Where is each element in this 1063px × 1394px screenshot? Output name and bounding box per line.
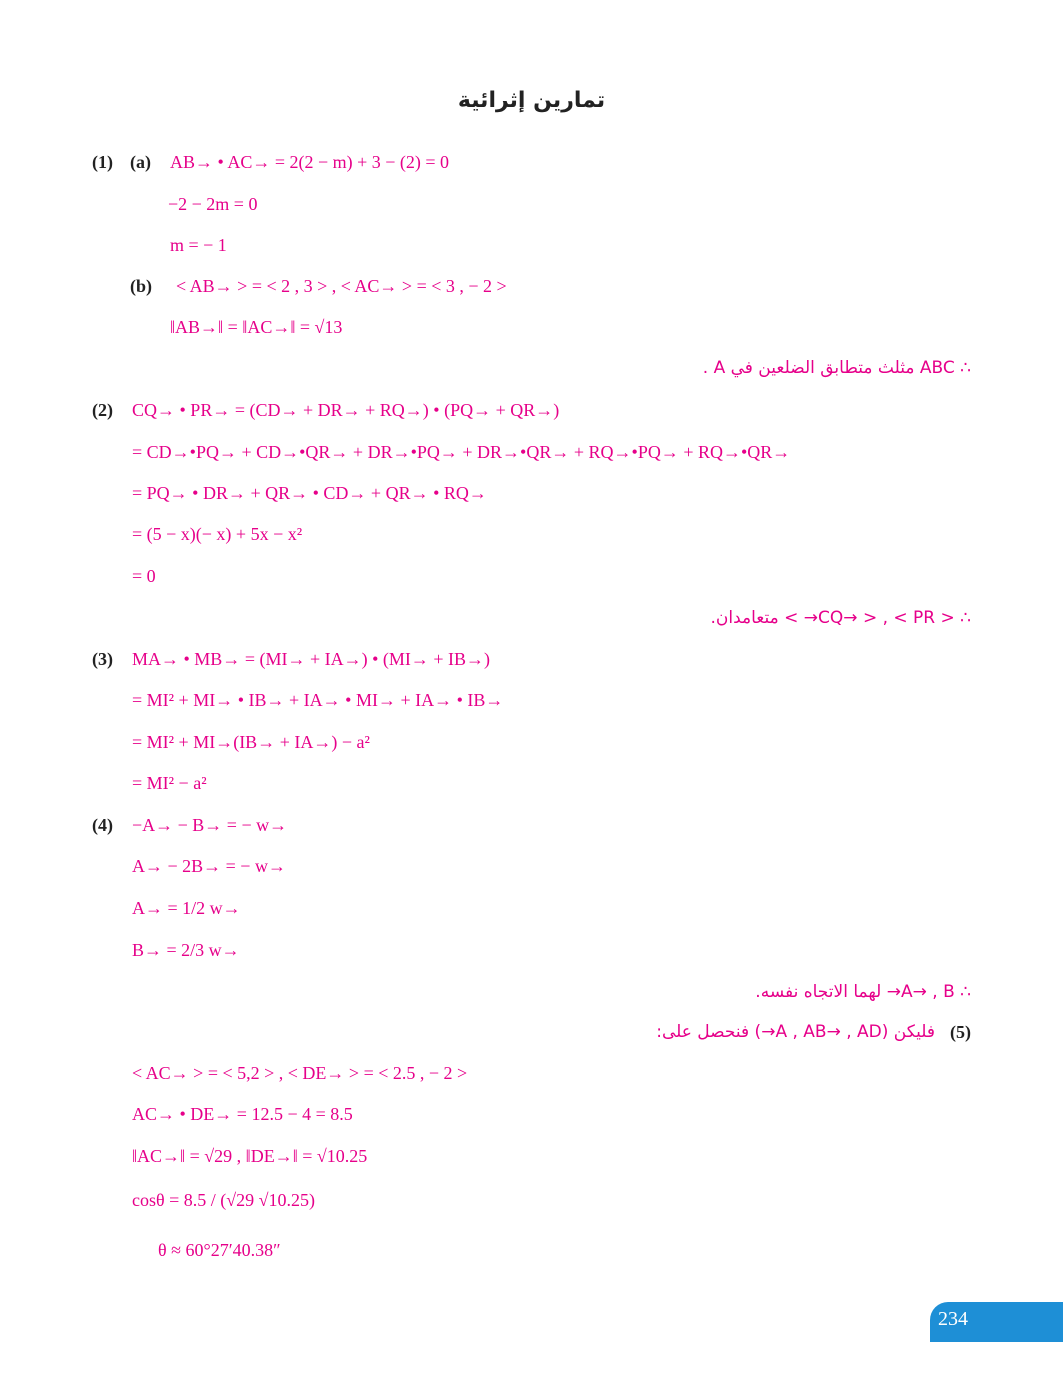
- part-a-label: (a): [130, 152, 151, 172]
- ex5-intro: فليكن (A , AB→ , AD→) فنحصل على:: [656, 1022, 935, 1042]
- ex3-line4: = MI² − a²: [132, 773, 207, 793]
- page-number: 234: [938, 1308, 968, 1330]
- exercise-4-number: (4): [92, 815, 113, 835]
- ex3-line2: = MI² + MI→ • IB→ + IA→ • MI→ + IA→ • IB→: [132, 690, 504, 710]
- ex2-conclusion: ∴ < CQ→ > , < PR→ > متعامدان.: [710, 608, 971, 628]
- ex1-conclusion: ∴ ABC مثلث متطابق الضلعين في A .: [702, 358, 971, 378]
- ex4-line1: −A→ − B→ = − w→: [132, 815, 288, 835]
- ex1-b-line2: ‖AB→‖ = ‖AC→‖ = √13: [170, 317, 343, 337]
- ex4-line3: A→ = 1/2 w→: [132, 898, 241, 918]
- ex5-line5: θ ≈ 60°27′40.38″: [158, 1240, 281, 1260]
- ex3-line1: MA→ • MB→ = (MI→ + IA→) • (MI→ + IB→): [132, 649, 491, 669]
- ex1-a-line2: −2 − 2m = 0: [168, 194, 258, 214]
- ex2-line2: = CD→•PQ→ + CD→•QR→ + DR→•PQ→ + DR→•QR→ + RQ→•PQ→ + RQ→•QR→: [132, 442, 791, 462]
- ex5-line4: cosθ = 8.5 / (√29 √10.25): [132, 1190, 316, 1210]
- exercise-1-number: (1): [92, 152, 113, 172]
- part-b-label: (b): [130, 276, 152, 296]
- page-title: تمارين إثرائية: [457, 88, 606, 113]
- ex5-line1: < AC→ > = < 5,2 > , < DE→ > = < 2.5 , − 2 >: [132, 1063, 468, 1083]
- ex1-a-line3: m = − 1: [170, 235, 227, 255]
- ex2-line1: CQ→ • PR→ = (CD→ + DR→ + RQ→) • (PQ→ + QR→): [132, 400, 560, 420]
- ex1-a-line1: AB→ • AC→ = 2(2 − m) + 3 − (2) = 0: [170, 152, 450, 172]
- ex5-line3: ‖AC→‖ = √29 , ‖DE→‖ = √10.25: [132, 1146, 368, 1166]
- ex4-conclusion: ∴ A→ , B→ لهما الاتجاه نفسه.: [755, 982, 971, 1002]
- ex1-b-line1: < AB→ > = < 2 , 3 > , < AC→ > = < 3 , − 2 >: [176, 276, 507, 296]
- ex2-line3: = PQ→ • DR→ + QR→ • CD→ + QR→ • RQ→: [132, 483, 487, 503]
- ex3-line3: = MI² + MI→(IB→ + IA→) − a²: [132, 732, 370, 752]
- ex4-line4: B→ = 2/3 w→: [132, 940, 240, 960]
- exercise-2-number: (2): [92, 400, 113, 420]
- exercise-5-number: (5): [950, 1022, 971, 1042]
- exercise-3-number: (3): [92, 649, 113, 669]
- ex2-line5: = 0: [132, 566, 156, 586]
- ex2-line4: = (5 − x)(− x) + 5x − x²: [132, 524, 303, 544]
- ex4-line2: A→ − 2B→ = − w→: [132, 856, 286, 876]
- ex5-line2: AC→ • DE→ = 12.5 − 4 = 8.5: [132, 1104, 353, 1124]
